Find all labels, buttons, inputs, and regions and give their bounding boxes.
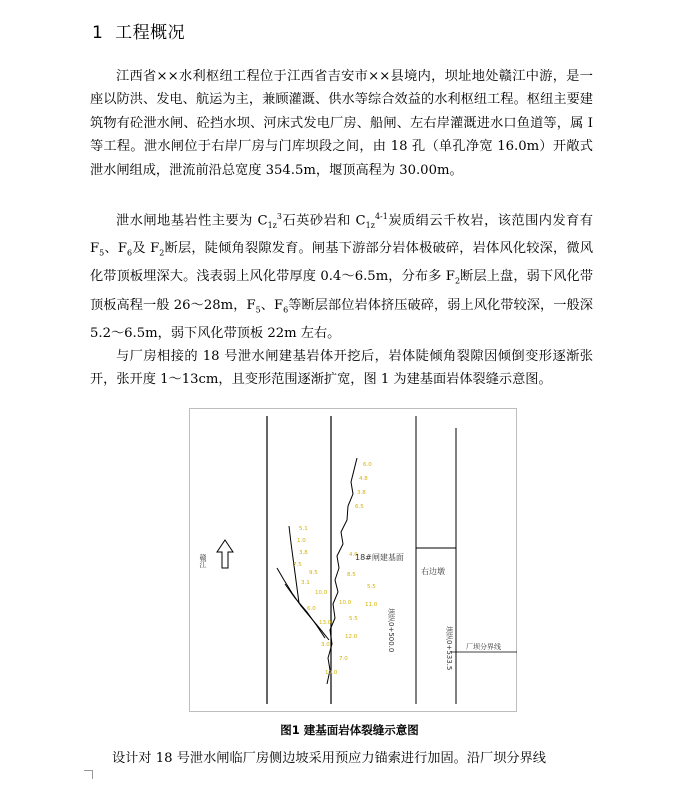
crack-label: 1.0 [297,538,306,544]
section-number: 1 [92,23,104,43]
right-pier-label: 右边墩 [421,567,445,576]
river-flow-arrow-icon [217,540,233,568]
station-label-1: 坝纵0+500.0 [387,608,395,653]
crack-label: 7.5 [293,562,302,568]
station-label-2: 坝纵0+533.5 [445,626,453,671]
crack-label: 11.0 [365,602,378,608]
crack-label: 13.0 [319,620,332,626]
crack-label: 4.8 [359,476,368,482]
crack-label: 10.0 [339,600,352,606]
figure-frame [190,409,517,712]
crack-label: 3.8 [299,550,308,556]
crack-label: 7.0 [339,656,348,662]
crack-line-2 [277,568,329,640]
crack-label: 12.0 [345,634,358,640]
figure-caption: 图1 建基面岩体裂缝示意图 [280,723,419,737]
crack-label: 6.0 [363,462,372,468]
section-heading [92,18,185,43]
gate-foundation-label: 18#闸建基面 [355,553,404,562]
page-corner-mark [84,770,93,779]
section-title: 工程概况 [115,23,186,43]
crack-label: 6.5 [355,504,364,510]
crack-schematic-figure [189,408,517,712]
crack-label: 3.8 [357,490,366,496]
crack-label: 9.5 [309,570,318,576]
crack-schematic-svg [189,408,517,712]
crack-label: 5.5 [367,584,376,590]
crack-label: 3.1 [301,580,310,586]
crack-label: 8.5 [347,572,356,578]
crack-label: 6.0 [307,606,316,612]
paragraph-excavation: 与厂房相接的 18 号泄水闸建基岩体开挖后，岩体陡倾角裂隙因倾倒变形逐渐张开，张开度 1～13cm，且变形范围逐渐扩宽，图 1 为建基面岩体裂缝示意图。 [90,349,593,388]
crack-label: 5.5 [349,616,358,622]
crack-label: 4.0 [349,552,358,558]
crack-label: 3.0 [321,642,330,648]
crack-width-labels [293,462,378,676]
crack-label: 10.0 [325,670,338,676]
paragraph-reinforcement: 设计对 18 号泄水闸临厂房侧边坡采用预应力锚索进行加固。沿厂坝分界线 [112,751,546,766]
river-label: 赣江 [199,554,207,568]
paragraph-project-overview: 江西省××水利枢纽工程位于江西省吉安市××县境内，坝址地处赣江中游，是一座以防洪、发电、航运为主，兼顾灌溉、供水等综合效益的水利枢纽工程。枢纽主要建筑物有砼泄水闸、砼挡水坝、河床式发电厂房、船闸、左右岸灌溉进水口鱼道等，属 I 等工程。泄水闸位于右岸厂房与门库坝段之间，由 18 孔（单孔净宽 16.0m）开敞式泄水闸组成，泄流前沿总宽度 354.5m，堰顶高程为 30.00m。 [90,69,593,178]
paragraph-geology: 泄水闸地基岩性主要为 $C_{1z}^3$石英砂岩和 $C_{1z}^{4-1}$炭质绢云千枚岩，该范围内发育有 $F_5$、$F_6$及 $F_2$断层，陡倾角裂隙发育。闸基下游部分岩体极破碎，岩体风化较深，微风化带顶板埋深大。浅表弱上风化带厚度 0.4～6.5m，分布多 $F_2$断层上盘，弱下风化带顶板高程一般 26～28m，$F_5$、$F_6$等断层部位岩体挤压破碎，弱上风化带较深，一般深 5.2～6.5m，弱下风化带顶板 22m 左右。 [90,212,594,341]
crack-label: 10.0 [315,590,328,596]
crack-label: 5.1 [299,526,308,532]
boundary-label: 厂坝分界线 [466,643,501,651]
